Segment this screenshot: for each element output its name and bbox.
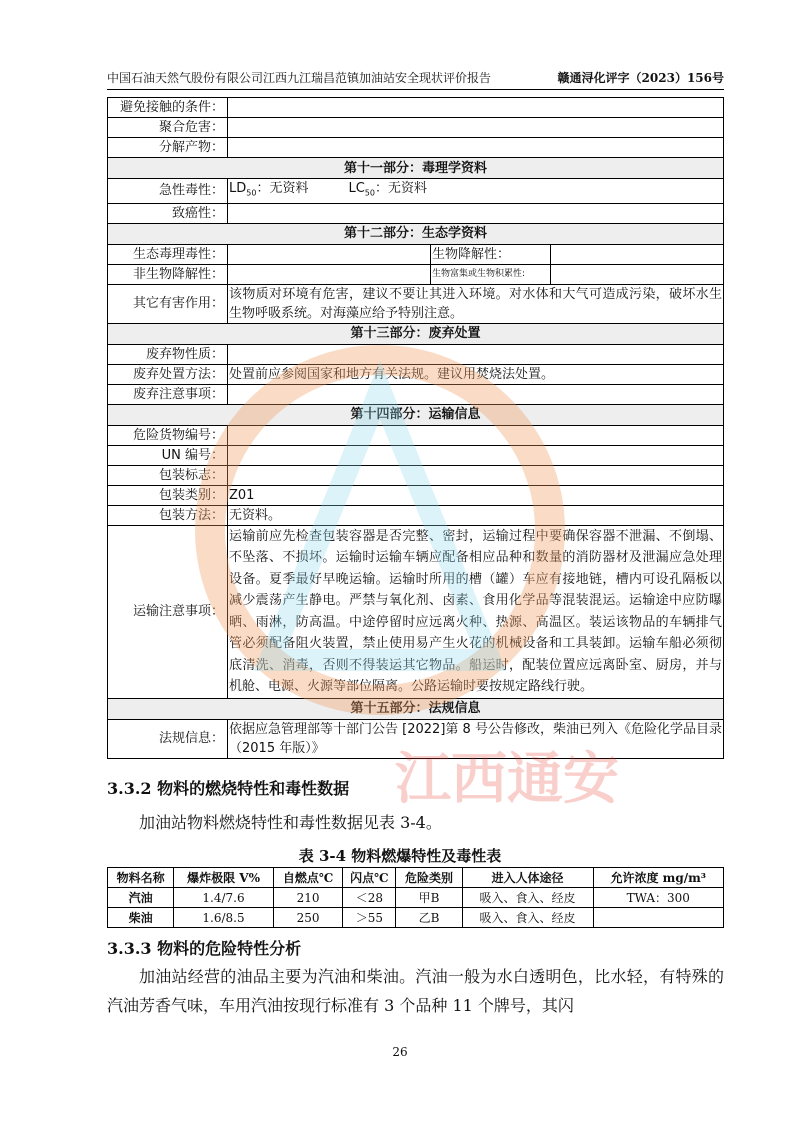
label: 生态毒理毒性：: [108, 244, 228, 264]
section-11: 第十一部分：毒理学资料: [108, 158, 724, 179]
section-15: 第十五部分：法规信息: [108, 698, 724, 719]
table-3-4: [107, 867, 724, 928]
value: [228, 344, 724, 364]
row-waste-note: [108, 384, 724, 404]
value: [228, 445, 724, 465]
label: 致癌性：: [108, 203, 228, 223]
row-pkg-method: [108, 505, 724, 525]
value: [228, 425, 724, 445]
row-ecotox: [108, 244, 724, 264]
label: 包装方法：: [108, 505, 228, 525]
page-number: 26: [392, 1045, 408, 1059]
row-avoid-contact: [108, 98, 724, 118]
row-pkg-class: [108, 485, 724, 505]
label: 法规信息：: [108, 719, 228, 758]
row-decomp: [108, 138, 724, 158]
page-header: [107, 70, 724, 90]
row-pkg-mark: [108, 465, 724, 485]
label: 运输注意事项：: [108, 525, 228, 698]
value: 依据应急管理部等十部门公告 [2022]第 8 号公告修改，柴油已列入《危险化学品目录（2015 年版）》: [228, 719, 724, 758]
section-14: 第十四部分：运输信息: [108, 404, 724, 425]
paragraph-332: 加油站物料燃烧特性和毒性数据见表 3-4。: [139, 813, 442, 832]
label: 废弃物性质：: [108, 344, 228, 364]
value: [228, 244, 431, 264]
label: UN 编号：: [108, 445, 228, 465]
table-caption: 表 3-4 物料燃爆特性及毒性表: [298, 847, 502, 865]
watermark-text: 江西通安: [395, 747, 619, 812]
value: 该物质对环境有危害，建议不要让其进入环境。对水体和大气可造成污染，破坏水生生物呼吸系统。对海藻应给予特别注意。: [228, 284, 724, 323]
section-heading-332: 3.3.2 物料的燃烧特性和毒性数据: [107, 779, 350, 798]
label: 包装类别：: [108, 485, 228, 505]
row-waste-method: [108, 364, 724, 384]
value: [228, 465, 724, 485]
row-transport: [108, 525, 724, 698]
value: [228, 264, 431, 284]
row-regs: [108, 719, 724, 758]
value: 无资料。: [228, 505, 724, 525]
label: 生物富集或生物积累性:: [431, 264, 551, 284]
row-carcino: [108, 203, 724, 223]
row-other: [108, 284, 724, 323]
label: 废弃注意事项：: [108, 384, 228, 404]
label: 分解产物：: [108, 138, 228, 158]
row-polymer: [108, 118, 724, 138]
label: 非生物降解性：: [108, 264, 228, 284]
label: 废弃处置方法：: [108, 364, 228, 384]
row-dg-no: [108, 425, 724, 445]
section-12: 第十二部分：生态学资料: [108, 223, 724, 244]
msds-table: [107, 97, 724, 759]
table-header-row: 物料名称 爆炸极限 V% 自燃点℃ 闪点℃ 危险类别 进入人体途径 允许浓度 mg/m³: [108, 868, 724, 888]
value: [551, 244, 724, 264]
paragraph-333: 加油站经营的油品主要为汽油和柴油。汽油一般为水白透明色，比水轻，有特殊的汽油芳香气味，车用汽油按现行标准有 3 个品种 11 个牌号，其闪: [107, 967, 724, 1015]
label: 聚合危害：: [108, 118, 228, 138]
label: 生物降解性：: [431, 244, 551, 264]
row-nonbio: [108, 264, 724, 284]
report-number: 赣通浔化评字（2023）156号: [557, 71, 724, 85]
label: 急性毒性：: [108, 179, 228, 204]
row-acute: [108, 179, 724, 204]
value: [228, 384, 724, 404]
value: [228, 98, 724, 118]
section-heading-333: 3.3.3 物料的危险特性分析: [107, 939, 302, 958]
value: [551, 264, 724, 284]
label: 其它有害作用：: [108, 284, 228, 323]
label: 避免接触的条件：: [108, 98, 228, 118]
row-waste-nature: [108, 344, 724, 364]
value: Z01: [228, 485, 724, 505]
report-title: 中国石油天然气股份有限公司江西九江瑞昌范镇加油站安全现状评价报告: [107, 71, 492, 85]
value: $LD_{50}$：无资料 $LC_{50}$：无资料: [228, 179, 724, 204]
label: 包装标志：: [108, 465, 228, 485]
value: [228, 138, 724, 158]
table-row: 汽油 1.4/7.6 210 ＜28 甲B 吸入、食入、经皮 TWA：300: [108, 888, 724, 908]
section-13: 第十三部分：废弃处置: [108, 323, 724, 344]
row-un-no: [108, 445, 724, 465]
table-row: 柴油 1.6/8.5 250 ＞55 乙B 吸入、食入、经皮: [108, 908, 724, 928]
label: 危险货物编号：: [108, 425, 228, 445]
value: 运输前应先检查包装容器是否完整、密封，运输过程中要确保容器不泄漏、不倒塌、不坠落、不损坏。运输时运输车辆应配备相应品种和数量的消防器材及泄漏应急处理设备。夏季最好早晚运输。运输时所用的槽（罐）车应有接地链，槽内可设孔隔板以减少震荡产生静电。严禁与氧化剂、卤素、食用化学品等混装混运。运输途中应防曝晒、雨淋，防高温。中途停留时应远离火种、热源、高温区。装运该物品的车辆排气管必须配备阻火装置，禁止使用易产生火花的机械设备和工具装卸。运输车船必须彻底清洗、消毒，否则不得装运其它物品。船运时，配装位置应远离卧室、厨房，并与机舱、电源、火源等部位隔离。公路运输时要按规定路线行驶。: [228, 525, 724, 698]
value: [228, 203, 724, 223]
value: [228, 118, 724, 138]
value: 处置前应参阅国家和地方有关法规。建议用焚烧法处置。: [228, 364, 724, 384]
